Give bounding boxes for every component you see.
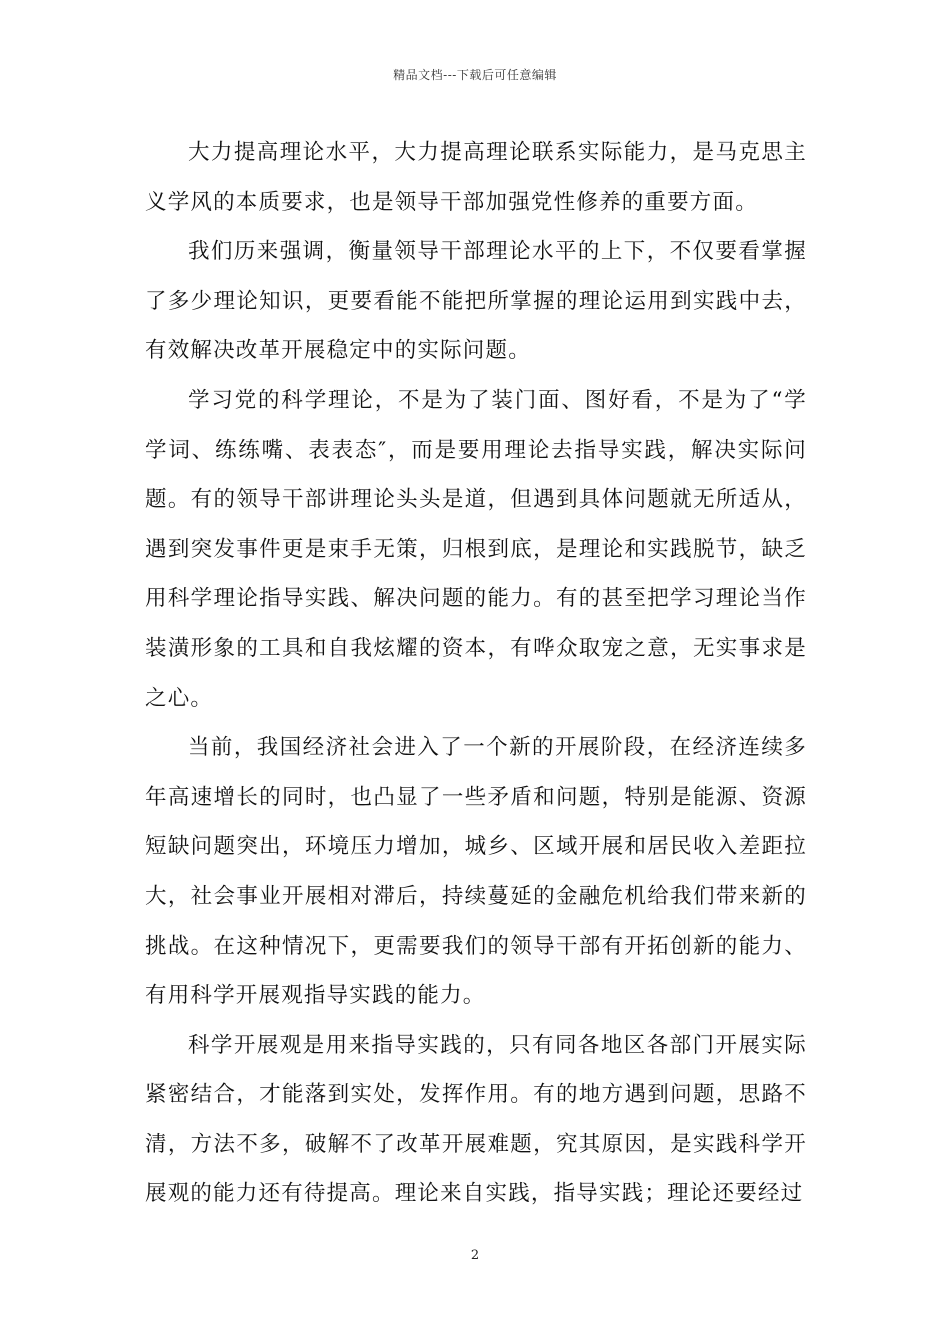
- paragraph-4: 当前，我国经济社会进入了一个新的开展阶段，在经济连续多年高速增长的同时，也凸显了一些矛盾和问题，特别是能源、资源短缺问题突出，环境压力增加，城乡、区域开展和居民收入差距拉大，社会事业开展相对滞后，持续蔓延的金融危机给我们带来新的挑战。在这种情况下，更需要我们的领导干部有开拓创新的能力、有用科学开展观指导实践的能力。: [145, 735, 807, 1009]
- paragraph-3: 学习党的科学理论，不是为了装门面、图好看，不是为了“学学词、练练嘴、表表态″，而是要用理论去指导实践，解决实际问题。有的领导干部讲理论头头是道，但遇到具体问题就无所适从，遇到突发事件更是束手无策，归根到底，是理论和实践脱节，缺乏用科学理论指导实践、解决问题的能力。有的甚至把学习理论当作装潢形象的工具和自我炫耀的资本，有哗众取宠之意，无实事求是之心。: [145, 387, 807, 711]
- paragraph-1: 大力提高理论水平，大力提高理论联系实际能力，是马克思主义学风的本质要求，也是领导干部加强党性修养的重要方面。: [145, 140, 807, 215]
- page-header: 精品文档---下载后可任意编辑: [393, 68, 557, 82]
- document-body: [145, 128, 807, 1219]
- paragraph-5: 科学开展观是用来指导实践的，只有同各地区各部门开展实际紧密结合，才能落到实处，发挥作用。有的地方遇到问题，思路不清，方法不多，破解不了改革开展难题，究其原因，是实践科学开展观的能力还有待提高。理论来自实践，指导实践；理论还要经过: [145, 1032, 807, 1207]
- page-number: 2: [470, 1248, 480, 1263]
- paragraph-2: 我们历来强调，衡量领导干部理论水平的上下，不仅要看掌握了多少理论知识，更要看能不能把所掌握的理论运用到实践中去，有效解决改革开展稳定中的实际问题。: [145, 239, 807, 364]
